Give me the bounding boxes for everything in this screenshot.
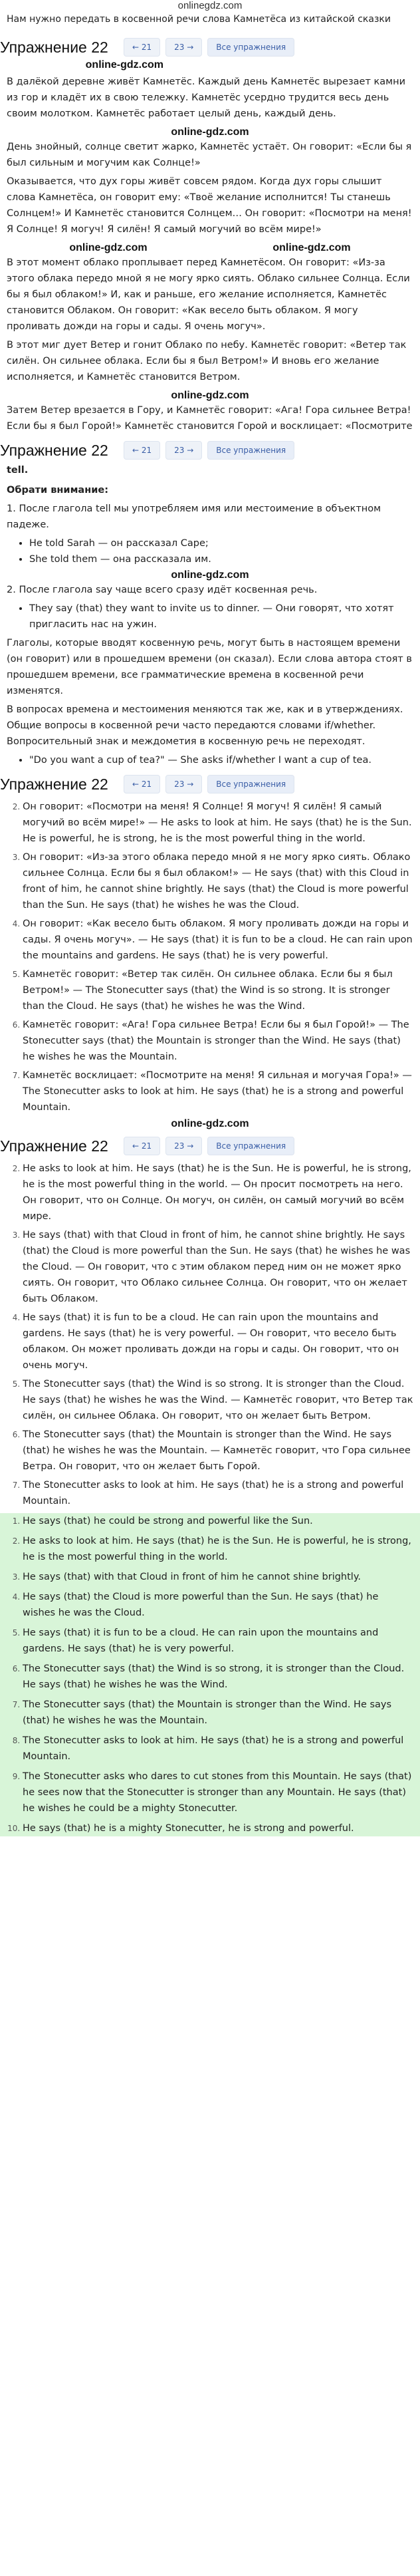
exercise-header [0,772,420,796]
rule-text: Глаголы, которые вводят косвенную речь, могут быть в настоящем времени (он говорит) или в прошедшем времени (он сказал). Если слова автора стоят в прошедшем времени, все грамматические времена в косвенной речи изменятся. [7,638,412,696]
example-item: • "Do you want a cup of tea?" — She asks if/whether I want a cup of tea. [29,752,407,768]
exercise-title: Упражнение 22 [0,775,108,793]
all-exercises-button[interactable]: Все упражнения [207,441,294,460]
grammar-notes [0,462,420,768]
rule-examples [7,535,413,567]
exercise-title: Упражнение 22 [0,38,108,56]
answer-item: 5. Камнетёс говорит: «Ветер так силён. Он сильнее облака. Если бы я был Ветром!» — The Stonecutter says (that) the Wind is so strong. It is stronger than the Cloud. He says (that) he wishes he was the Wind. [23,966,413,1014]
watermark-row [7,567,413,579]
answer-item: 10. He says (that) he is a mighty Stonecutter, he is strong and powerful. [23,1820,413,1836]
watermark-row [7,124,413,136]
watermark: online-gdz.com [69,242,148,253]
exercise-title: Упражнение 22 [0,441,108,459]
watermark: online-gdz.com [171,126,249,138]
answer-item: 6. The Stonecutter says (that) the Mountain is stronger than the Wind. He says (that) he wishes he was the Mountain. — Камнетёс говорит, что Гора сильнее Ветра. Он говорит, что он желает быть Горой. [23,1427,413,1475]
exercise-header [0,438,420,462]
exercise-title: Упражнение 22 [0,1137,108,1155]
all-exercises-button[interactable]: Все упражнения [207,775,294,793]
answer-item: 7. The Stonecutter says (that) the Mountain is stronger than the Wind. He says (that) he wishes he was the Mountain. [23,1697,413,1729]
story-paragraph: В этот момент облако проплывает перед Камнетёсом. Он говорит: «Из-за этого облака передо мной я не могу ярко сиять. Облако сильнее Солнца. Если бы я был облаком!» И, как и раньше, его желание исполняется, Камнетёс становится Облаком. Он говорит: «Как весело быть облаком. Я могу проливать дожди на горы и сады. Я очень могуч». [7,257,410,332]
next-exercise-button[interactable]: 23 → [165,775,202,793]
story-paragraph: В этот миг дует Ветер и гонит Облако по небу. Камнетёс говорит: «Ветер так силён. Он сильнее облака. Если бы я был Ветром!» И вновь его желание исполняется, и Камнетёс становится Ветром. [7,340,407,382]
watermark: online-gdz.com [171,1118,249,1129]
example-item: • They say (that) they want to invite us to dinner. — Они говорят, что хотят пригласить нас на ужин. [29,601,407,633]
prev-exercise-button[interactable]: ← 21 [124,441,160,460]
final-answer-list [0,1513,420,1836]
answer-item: 7. Камнетёс восклицает: «Посмотрите на меня! Я сильная и могучая Гора!» — The Stonecutter asks to look at him. He says (that) he is a strong and powerful Mountain. [23,1068,413,1115]
answer-item: 1. He says (that) he could be strong and powerful like the Sun. [23,1513,413,1529]
watermark-row [7,240,413,252]
story-paragraph: День знойный, солнце светит жарко, Камнетёс устаёт. Он говорит: «Если бы я был сильным и могучим как Солнце!» [7,142,412,168]
watermark-row [7,388,413,400]
intro-text: Нам нужно передать в косвенной речи слова Камнетёса из китайской сказки [7,14,391,25]
prev-exercise-button[interactable]: ← 21 [124,1137,160,1155]
story-paragraph: Затем Ветер врезается в Гору, и Камнетёс говорит: «Ага! Гора сильнее Ветра! Если бы я был Горой!» Камнетёс становится Горой и восклицает: «Посмотрите [7,405,413,432]
answer-item: 7. The Stonecutter asks to look at him. He says (that) he is a strong and powerful Mountain. [23,1477,413,1509]
story-paragraph: Оказывается, что дух горы живёт совсем рядом. Когда дух горы слышит слова Камнетёса, он говорит ему: «Твоё желание исполнится! Ты станешь Солнцем!» И Камнетёс становится Солнцем… Он говорит: «Посмотри на меня! Я Солнце! Я могуч! Я силён! Я самый могучий во всём мире!» [7,176,412,235]
watermark-row [0,59,420,71]
exercise-header [0,1134,420,1158]
answer-item: 3. Он говорит: «Из-за этого облака передо мной я не могу ярко сиять. Облако сильнее Солнца. Если бы я был облаком!» — He says (that) with this Cloud in front of him, he cannot shine brightly. He says (that) the Cloud is more powerful than the Sun. He says (that) he wishes he was the Cloud. [23,849,413,913]
answer-list [0,799,420,1115]
attention-heading: Обрати внимание: [7,485,109,496]
answer-item: 3. He says (that) with that Cloud in front of him he cannot shine brightly. [23,1569,413,1585]
answer-item: 6. Камнетёс говорит: «Ага! Гора сильнее Ветра! Если бы я был Горой!» — The Stonecutter says (that) the Mountain is stronger than the Wind. He says (that) he wishes he was the Mountain. [23,1017,413,1065]
answer-item: 9. The Stonecutter asks who dares to cut stones from this Mountain. He says (that) he sees now that the Stonecutter is stronger than any Mountain. He says (that) he wishes he could be a mighty Stonecutter. [23,1769,413,1816]
example-item: • He told Sarah — он рассказал Саре; [29,535,407,551]
final-answer-block [0,1513,420,1836]
watermark: online-gdz.com [272,242,351,253]
answer-item: 8. The Stonecutter asks to look at him. He says (that) he is a strong and powerful Mountain. [23,1733,413,1765]
watermark: online-gdz.com [171,390,249,401]
site-logo[interactable]: onlinegdz.com [177,0,243,11]
watermark: online-gdz.com [171,569,249,581]
example-item: • She told them — она рассказала им. [29,551,407,567]
answer-item: 5. The Stonecutter says (that) the Wind is so strong. It is stronger than the Cloud. He says (that) he wishes he was the Wind. — Камнетёс говорит, что Ветер так силён, он сильнее Облака. Он говорит, что он желает быть Ветром. [23,1376,413,1424]
prev-exercise-button[interactable]: ← 21 [124,38,160,57]
prev-exercise-button[interactable]: ← 21 [124,775,160,793]
answer-item: 5. He says (that) it is fun to be a cloud. He can rain upon the mountains and gardens. He says (that) he is very powerful. [23,1625,413,1657]
rule-text: 1. После глагола tell мы употребляем имя или местоимение в объектном падеже. [7,503,381,530]
next-exercise-button[interactable]: 23 → [165,441,202,460]
rule-text: 2. После глагола say чаще всего сразу идёт косвенная речь. [7,585,318,595]
tell-label: tell. [7,465,29,476]
answer-item: 6. The Stonecutter says (that) the Wind is so strong, it is stronger than the Cloud. He says (that) he wishes he was the Wind. [23,1661,413,1693]
answer-list [0,1161,420,1509]
watermark: online-gdz.com [85,59,163,71]
answer-item: 2. He asks to look at him. He says (that) he is the Sun. He is powerful, he is strong, he is the most powerful thing in the world. [23,1533,413,1565]
all-exercises-button[interactable]: Все упражнения [207,38,294,57]
rule-examples [7,752,413,768]
next-exercise-button[interactable]: 23 → [165,1137,202,1155]
story-paragraph: В далёкой деревне живёт Камнетёс. Каждый день Камнетёс вырезает камни из гор и кладёт их в свою тележку. Камнетёс усердно трудится весь день своим молотком. Камнетёс работает целый день, каждый день. [7,76,406,119]
next-exercise-button[interactable]: 23 → [165,38,202,57]
answer-item: 4. He says (that) it is fun to be a cloud. He can rain upon the mountains and gardens. He says (that) he is very powerful. — Он говорит, что весело быть облаком. Он может проливать дожди на горы и сады. Он говорит, что он очень могуч. [23,1310,413,1373]
answer-item: 4. He says (that) the Cloud is more powerful than the Sun. He says (that) he wishes he was the Cloud. [23,1589,413,1621]
exercise-header [0,35,420,59]
story-text [0,74,420,434]
rule-text: В вопросах времена и местоимения меняются так же, как и в утверждениях. Общие вопросы в косвенной речи часто передаются словами if/whether. Вопросительный знак и междометия в косвенную речь не переходят. [7,704,403,747]
watermark-row [0,1118,420,1130]
all-exercises-button[interactable]: Все упражнения [207,1137,294,1155]
answer-item: 4. Он говорит: «Как весело быть облаком. Я могу проливать дожди на горы и сады. Я очень могуч». — He says (that) it is fun to be a cloud. He can rain upon the mountains and gardens. He says (that) he is very powerful. [23,916,413,964]
answer-item: 3. He says (that) with that Cloud in front of him, he cannot shine brightly. He says (that) the Cloud is more powerful than the Sun. He says (that) he wishes he was the Cloud. — Он говорит, что с этим облаком перед ним он не может ярко сиять. Он говорит, что Облако сильнее Солнца. Он говорит, что он желает быть Облаком. [23,1227,413,1307]
rule-examples [7,601,413,633]
answer-item: 2. He asks to look at him. He says (that) he is the Sun. He is powerful, he is strong, he is the most powerful thing in the world. — Он просит посмотреть на него. Он говорит, что он Солнце. Он могуч, он силён, он самый могучий во всём мире. [23,1161,413,1224]
answer-item: 2. Он говорит: «Посмотри на меня! Я Солнце! Я могуч! Я силён! Я самый могучий во всём мире!» — He asks to look at him. He says (that) he is the Sun. He is powerful, he is strong, he is the most powerful thing in the world. [23,799,413,847]
